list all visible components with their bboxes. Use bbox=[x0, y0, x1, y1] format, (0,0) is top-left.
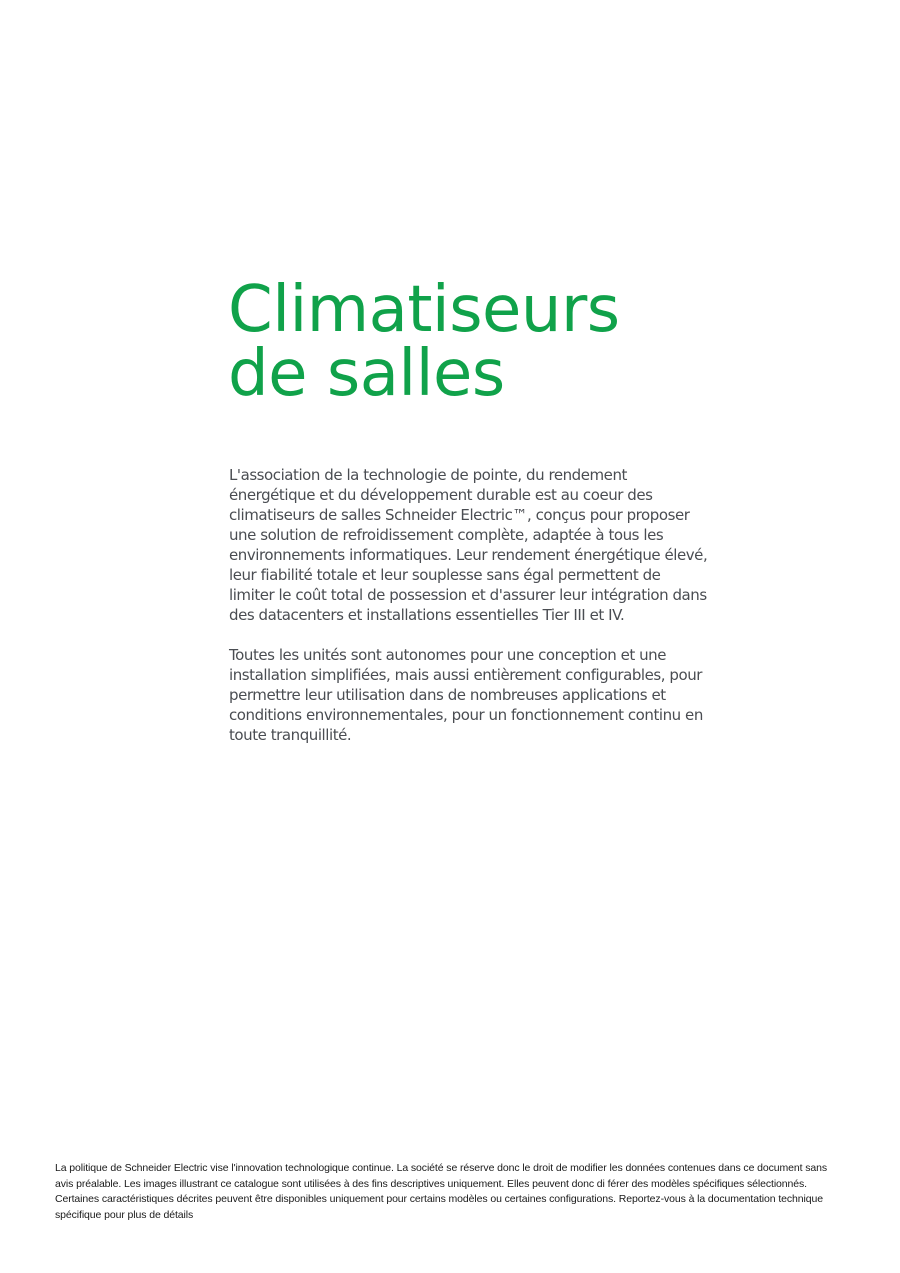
footer-disclaimer: La politique de Schneider Electric vise l'innovation technologique continue. La société se réserve donc le droit de modifier les données contenues dans ce document sans avis préalable. Les images illustrant ce catalogue sont utilisées à des fins descriptives uniquement. Elles peuvent donc di férer des modèles spécifiques sélectionnés. Certaines caractéristiques décrites peuvent être disponibles uniquement pour certains modèles ou certaines configurations. Reportez-vous à la documentation technique spécifique pour plus de détails bbox=[55, 1162, 828, 1221]
intro-paragraph-1: L'association de la technologie de pointe, du rendement énergétique et du développement durable est au coeur des climatiseurs de salles Schneider Electric™, conçus pour proposer une solution de refroidissement complète, adaptée à tous les environnements informatiques. Leur rendement énergétique élevé, leur fiabilité totale et leur souplesse sans égal permettent de limiter le coût total de possession et d'assurer leur intégration dans des datacenters et installations essentielles Tier III et IV. bbox=[229, 466, 708, 624]
page-title-line-2: de salles bbox=[228, 337, 505, 411]
page-title-line-1: Climatiseurs bbox=[228, 273, 620, 347]
intro-text bbox=[229, 465, 709, 765]
page-title bbox=[228, 273, 620, 411]
intro-paragraph-2: Toutes les unités sont autonomes pour une conception et une installation simplifiées, mais aussi entièrement configurables, pour permettre leur utilisation dans de nombreuses applications et conditions environnementales, pour un fonctionnement continu en toute tranquillité. bbox=[229, 646, 703, 744]
